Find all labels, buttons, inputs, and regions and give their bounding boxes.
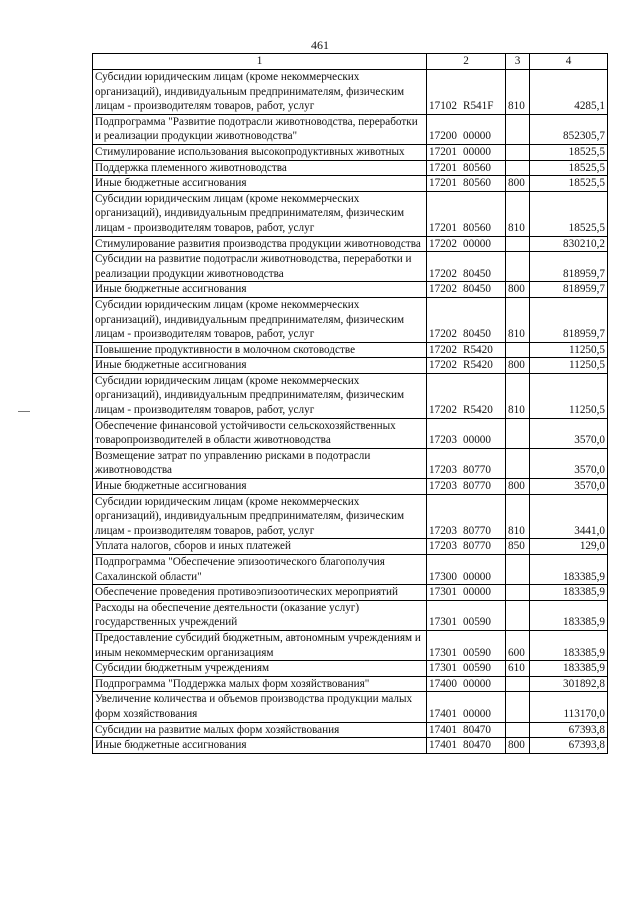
row-amount: 18525,5 — [530, 144, 608, 160]
code-direction: R5420 — [463, 404, 493, 417]
row-name: Обеспечение финансовой устойчивости сельскохозяйственных товаропроизводителей в области животноводства — [93, 418, 427, 448]
header-col-3: 3 — [506, 54, 530, 70]
row-amount: 183385,9 — [530, 585, 608, 601]
row-amount: 852305,7 — [530, 114, 608, 144]
row-expense-type — [506, 676, 530, 692]
row-expense-type: 610 — [506, 661, 530, 677]
code-direction: 00000 — [463, 677, 491, 690]
table-row — [93, 418, 608, 448]
row-code — [427, 342, 506, 358]
row-amount: 183385,9 — [530, 600, 608, 630]
header-col-2: 2 — [427, 54, 506, 70]
row-code — [427, 252, 506, 282]
row-code — [427, 358, 506, 374]
row-code — [427, 585, 506, 601]
code-direction: 80470 — [463, 723, 491, 736]
row-code — [427, 144, 506, 160]
table-row — [93, 236, 608, 252]
row-code — [427, 418, 506, 448]
table-row — [93, 494, 608, 539]
row-amount: 301892,8 — [530, 676, 608, 692]
row-name: Уплата налогов, сборов и иных платежей — [93, 539, 427, 555]
row-expense-type — [506, 692, 530, 722]
row-amount: 4285,1 — [530, 70, 608, 115]
row-name: Субсидии на развитие малых форм хозяйствования — [93, 722, 427, 738]
row-code — [427, 236, 506, 252]
page-number: 461 — [311, 38, 329, 52]
code-program: 17202 — [429, 267, 457, 280]
table-row — [93, 661, 608, 677]
row-expense-type: 850 — [506, 539, 530, 555]
row-code — [427, 191, 506, 236]
row-expense-type — [506, 585, 530, 601]
row-name: Предоставление субсидий бюджетным, автономным учреждениям и иным некоммерческим организациям — [93, 630, 427, 660]
row-expense-type: 810 — [506, 494, 530, 539]
row-expense-type: 600 — [506, 630, 530, 660]
row-amount: 113170,0 — [530, 692, 608, 722]
row-code — [427, 692, 506, 722]
code-program: 17300 — [429, 570, 457, 583]
code-program: 17202 — [429, 237, 457, 250]
code-program: 17202 — [429, 343, 457, 356]
table-row — [93, 555, 608, 585]
row-expense-type — [506, 252, 530, 282]
code-direction: 00000 — [463, 130, 491, 143]
row-name: Иные бюджетные ассигнования — [93, 738, 427, 754]
row-name: Обеспечение проведения противоэпизоотических мероприятий — [93, 585, 427, 601]
row-name: Иные бюджетные ассигнования — [93, 176, 427, 192]
table-row — [93, 191, 608, 236]
code-direction: 00000 — [463, 570, 491, 583]
code-program: 17301 — [429, 586, 457, 599]
margin-mark — [18, 411, 30, 412]
table-row — [93, 448, 608, 478]
row-name: Субсидии юридическим лицам (кроме некоммерческих организаций), индивидуальным предпринимателям, физическим лицам - производителям товаров, работ, услуг — [93, 373, 427, 418]
row-name: Подпрограмма "Поддержка малых форм хозяйствования" — [93, 676, 427, 692]
row-name: Расходы на обеспечение деятельности (оказание услуг) государственных учреждений — [93, 600, 427, 630]
code-direction: 80770 — [463, 540, 491, 553]
row-expense-type: 800 — [506, 479, 530, 495]
row-name: Иные бюджетные ассигнования — [93, 358, 427, 374]
code-program: 17201 — [429, 145, 457, 158]
row-code — [427, 494, 506, 539]
row-amount: 3570,0 — [530, 418, 608, 448]
table-row — [93, 722, 608, 738]
table-row — [93, 692, 608, 722]
code-direction: 80770 — [463, 480, 491, 493]
row-code — [427, 539, 506, 555]
row-expense-type: 810 — [506, 297, 530, 342]
row-expense-type — [506, 144, 530, 160]
row-code — [427, 160, 506, 176]
row-code — [427, 661, 506, 677]
code-program: 17202 — [429, 283, 457, 296]
table-row — [93, 358, 608, 374]
row-amount: 183385,9 — [530, 555, 608, 585]
code-direction: R5420 — [463, 359, 493, 372]
code-direction: 00000 — [463, 434, 491, 447]
row-expense-type — [506, 418, 530, 448]
row-amount: 183385,9 — [530, 661, 608, 677]
table-row — [93, 585, 608, 601]
row-amount: 3441,0 — [530, 494, 608, 539]
code-direction: 80560 — [463, 221, 491, 234]
row-expense-type — [506, 600, 530, 630]
code-direction: 00590 — [463, 616, 491, 629]
code-program: 17400 — [429, 677, 457, 690]
code-program: 17401 — [429, 739, 457, 752]
code-direction: 80560 — [463, 161, 491, 174]
code-program: 17301 — [429, 616, 457, 629]
row-amount: 18525,5 — [530, 176, 608, 192]
row-code — [427, 600, 506, 630]
code-direction: 00590 — [463, 662, 491, 675]
code-program: 17202 — [429, 404, 457, 417]
row-expense-type: 810 — [506, 373, 530, 418]
row-name: Повышение продуктивности в молочном скотоводстве — [93, 342, 427, 358]
row-expense-type — [506, 448, 530, 478]
code-direction: R541F — [463, 100, 494, 113]
code-program: 17301 — [429, 646, 457, 659]
row-expense-type — [506, 342, 530, 358]
row-code — [427, 373, 506, 418]
code-program: 17401 — [429, 723, 457, 736]
row-code — [427, 176, 506, 192]
row-code — [427, 630, 506, 660]
table-row — [93, 297, 608, 342]
code-program: 17301 — [429, 662, 457, 675]
row-amount: 11250,5 — [530, 342, 608, 358]
row-expense-type — [506, 555, 530, 585]
row-amount: 183385,9 — [530, 630, 608, 660]
code-direction: 80770 — [463, 524, 491, 537]
row-name: Субсидии на развитие подотрасли животноводства, переработки и реализации продукции животноводства — [93, 252, 427, 282]
row-code — [427, 676, 506, 692]
row-expense-type: 800 — [506, 176, 530, 192]
code-direction: 80770 — [463, 464, 491, 477]
code-direction: 80560 — [463, 177, 491, 190]
code-direction: 80470 — [463, 739, 491, 752]
code-program: 17200 — [429, 130, 457, 143]
row-name: Субсидии бюджетным учреждениям — [93, 661, 427, 677]
row-amount: 18525,5 — [530, 191, 608, 236]
row-amount: 11250,5 — [530, 373, 608, 418]
row-amount: 818959,7 — [530, 252, 608, 282]
header-col-1: 1 — [93, 54, 427, 70]
row-amount: 3570,0 — [530, 448, 608, 478]
row-name: Стимулирование использования высокопродуктивных животных — [93, 144, 427, 160]
code-direction: 00000 — [463, 145, 491, 158]
row-expense-type — [506, 114, 530, 144]
table-row — [93, 160, 608, 176]
row-name: Субсидии юридическим лицам (кроме некоммерческих организаций), индивидуальным предпринимателям, физическим лицам - производителям товаров, работ, услуг — [93, 70, 427, 115]
row-name: Субсидии юридическим лицам (кроме некоммерческих организаций), индивидуальным предпринимателям, физическим лицам - производителям товаров, работ, услуг — [93, 191, 427, 236]
row-name: Увеличение количества и объемов производства продукции малых форм хозяйствования — [93, 692, 427, 722]
table-row — [93, 539, 608, 555]
row-name: Субсидии юридическим лицам (кроме некоммерческих организаций), индивидуальным предпринимателям, физическим лицам - производителям товаров, работ, услуг — [93, 297, 427, 342]
table-row — [93, 738, 608, 754]
code-direction: 00000 — [463, 237, 491, 250]
row-code — [427, 114, 506, 144]
code-program: 17201 — [429, 177, 457, 190]
row-amount: 18525,5 — [530, 160, 608, 176]
row-code — [427, 448, 506, 478]
table-row — [93, 144, 608, 160]
table-row — [93, 630, 608, 660]
row-amount: 830210,2 — [530, 236, 608, 252]
code-program: 17203 — [429, 540, 457, 553]
table-row — [93, 600, 608, 630]
table-body — [93, 70, 608, 754]
code-direction: R5420 — [463, 343, 493, 356]
row-name: Иные бюджетные ассигнования — [93, 479, 427, 495]
table-row — [93, 342, 608, 358]
row-amount: 11250,5 — [530, 358, 608, 374]
code-program: 17203 — [429, 434, 457, 447]
row-code — [427, 70, 506, 115]
code-program: 17202 — [429, 328, 457, 341]
code-direction: 00590 — [463, 646, 491, 659]
row-name: Возмещение затрат по управлению рисками в подотрасли животноводства — [93, 448, 427, 478]
table-row — [93, 479, 608, 495]
table-row — [93, 176, 608, 192]
row-expense-type — [506, 236, 530, 252]
table-row — [93, 252, 608, 282]
row-amount: 818959,7 — [530, 282, 608, 298]
row-amount: 67393,8 — [530, 738, 608, 754]
table-row — [93, 70, 608, 115]
code-program: 17203 — [429, 480, 457, 493]
code-direction: 00000 — [463, 707, 491, 720]
code-direction: 80450 — [463, 328, 491, 341]
row-expense-type: 810 — [506, 191, 530, 236]
table-row — [93, 114, 608, 144]
row-expense-type — [506, 722, 530, 738]
row-code — [427, 282, 506, 298]
header-col-4: 4 — [530, 54, 608, 70]
row-name: Субсидии юридическим лицам (кроме некоммерческих организаций), индивидуальным предпринимателям, физическим лицам - производителям товаров, работ, услуг — [93, 494, 427, 539]
row-name: Поддержка племенного животноводства — [93, 160, 427, 176]
row-code — [427, 738, 506, 754]
code-program: 17203 — [429, 524, 457, 537]
row-expense-type: 810 — [506, 70, 530, 115]
code-program: 17201 — [429, 161, 457, 174]
code-program: 17102 — [429, 100, 457, 113]
row-code — [427, 722, 506, 738]
row-amount: 3570,0 — [530, 479, 608, 495]
table-row — [93, 373, 608, 418]
row-code — [427, 479, 506, 495]
code-program: 17401 — [429, 707, 457, 720]
row-name: Подпрограмма "Развитие подотрасли животноводства, переработки и реализации продукции животноводства" — [93, 114, 427, 144]
table-header — [93, 54, 608, 70]
row-amount: 129,0 — [530, 539, 608, 555]
table-row — [93, 676, 608, 692]
table-row — [93, 282, 608, 298]
row-amount: 67393,8 — [530, 722, 608, 738]
row-name: Подпрограмма "Обеспечение эпизоотического благополучия Сахалинской области" — [93, 555, 427, 585]
row-name: Стимулирование развития производства продукции животноводства — [93, 236, 427, 252]
code-direction: 00000 — [463, 586, 491, 599]
budget-table — [92, 53, 608, 754]
row-name: Иные бюджетные ассигнования — [93, 282, 427, 298]
code-program: 17201 — [429, 221, 457, 234]
row-code — [427, 297, 506, 342]
row-expense-type: 800 — [506, 282, 530, 298]
header-row — [93, 54, 608, 70]
code-program: 17202 — [429, 359, 457, 372]
row-expense-type — [506, 160, 530, 176]
row-code — [427, 555, 506, 585]
row-amount: 818959,7 — [530, 297, 608, 342]
code-program: 17203 — [429, 464, 457, 477]
row-expense-type: 800 — [506, 358, 530, 374]
code-direction: 80450 — [463, 267, 491, 280]
row-expense-type: 800 — [506, 738, 530, 754]
code-direction: 80450 — [463, 283, 491, 296]
